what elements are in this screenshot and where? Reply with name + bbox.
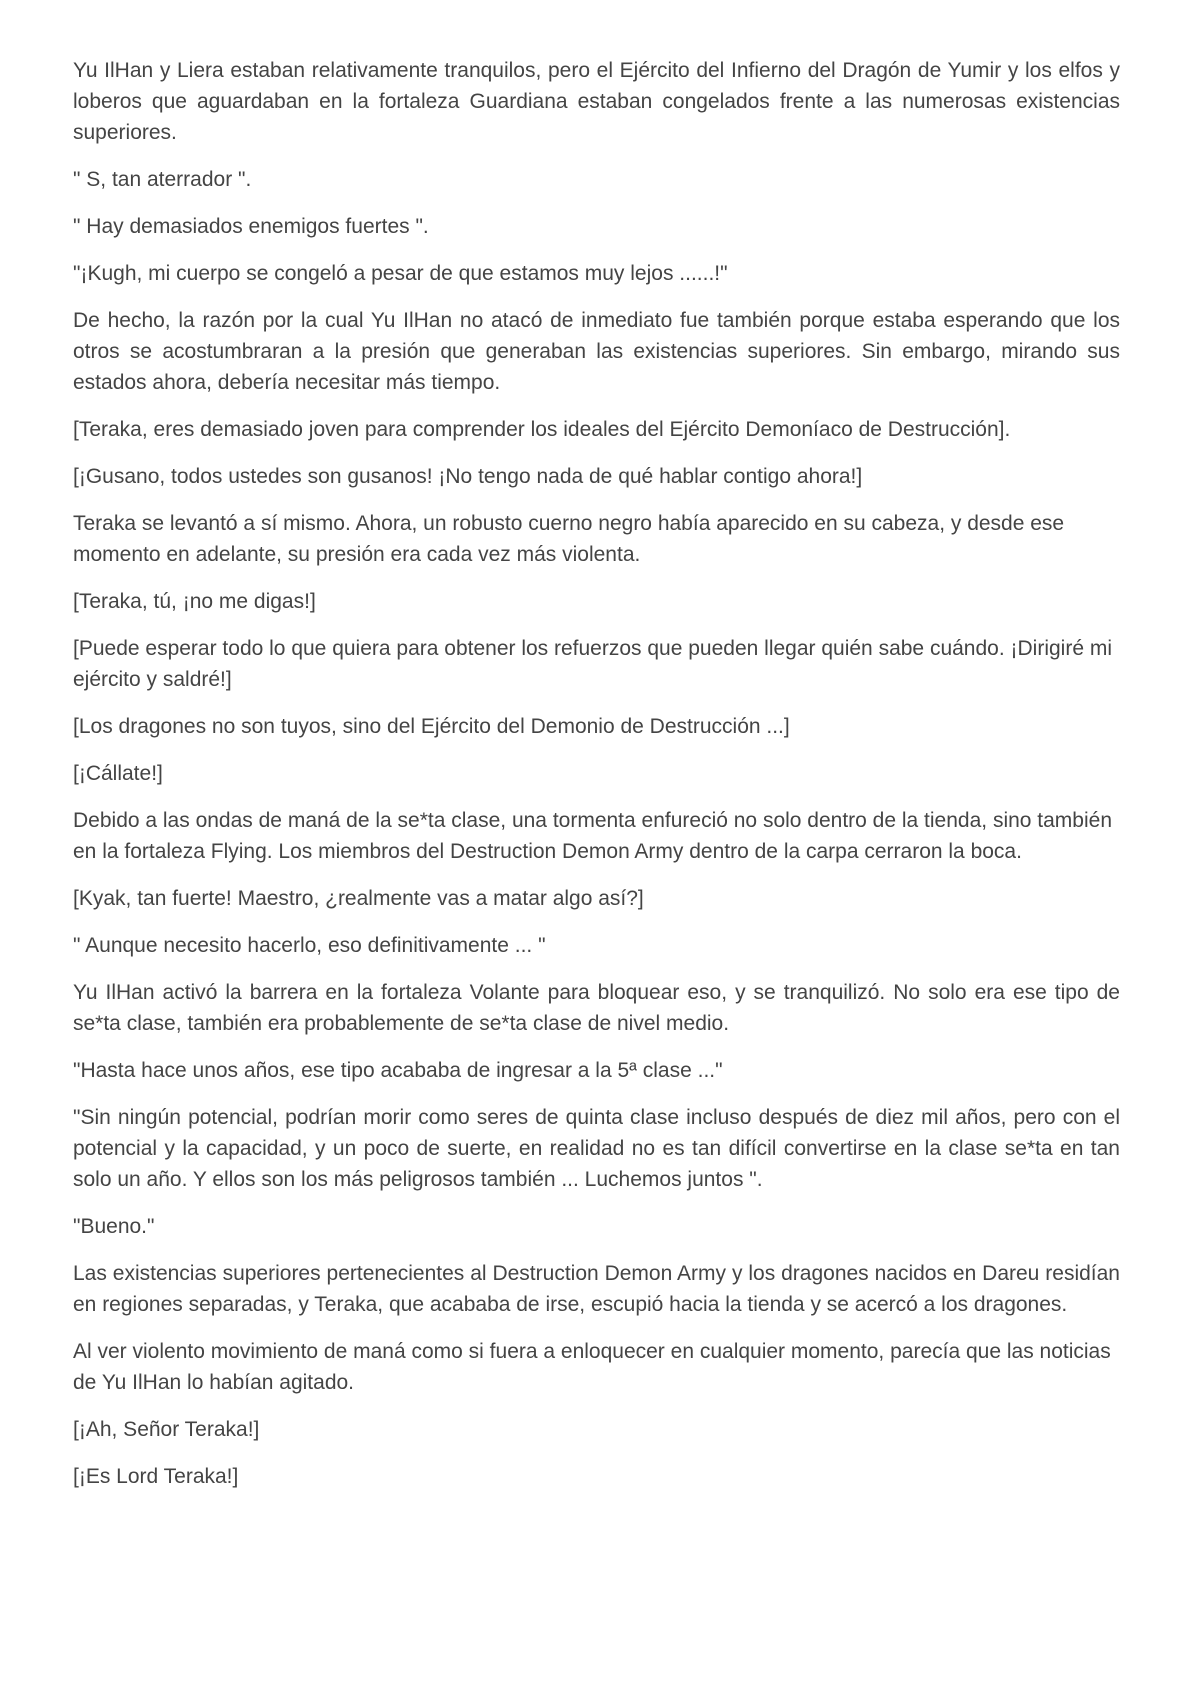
paragraph: Las existencias superiores pertenecientes al Destruction Demon Army y los dragones nacidos en Dareu residían en regiones separadas, y Teraka, que acababa de irse, escupió hacia la tienda y se acercó a los dragones. <box>73 1262 1120 1316</box>
paragraph: Teraka se levantó a sí mismo. Ahora, un robusto cuerno negro había aparecido en su cabeza, y desde ese momento en adelante, su presión era cada vez más violenta. <box>73 512 1065 566</box>
paragraph: [Puede esperar todo lo que quiera para obtener los refuerzos que pueden llegar quién sabe cuándo. ¡Dirigiré mi ejército y saldré!] <box>73 637 1112 691</box>
paragraph: Debido a las ondas de maná de la se*ta clase, una tormenta enfureció no solo dentro de la tienda, sino también en la fortaleza Flying. Los miembros del Destruction Demon Army dentro de la carpa cerraron la boca. <box>73 809 1113 863</box>
paragraph: [¡Es Lord Teraka!] <box>73 1465 239 1488</box>
paragraph: [¡Gusano, todos ustedes son gusanos! ¡No tengo nada de qué hablar contigo ahora!] <box>73 465 863 488</box>
document-body <box>73 55 1120 1508</box>
paragraph: [Los dragones no son tuyos, sino del Ejército del Demonio de Destrucción ...] <box>73 715 790 738</box>
paragraph: [Teraka, tú, ¡no me digas!] <box>73 590 316 613</box>
paragraph: Yu IlHan y Liera estaban relativamente tranquilos, pero el Ejército del Infierno del Dragón de Yumir y los elfos y loberos que aguardaban en la fortaleza Guardiana estaban congelados frente a las numerosas existencias superiores. <box>73 59 1120 144</box>
paragraph: Al ver violento movimiento de maná como si fuera a enloquecer en cualquier momento, parecía que las noticias de Yu IlHan lo habían agitado. <box>73 1340 1111 1394</box>
paragraph: [Kyak, tan fuerte! Maestro, ¿realmente vas a matar algo así?] <box>73 887 644 910</box>
paragraph: [¡Ah, Señor Teraka!] <box>73 1418 260 1441</box>
paragraph: " Aunque necesito hacerlo, eso definitivamente ... " <box>73 934 546 957</box>
paragraph: Yu IlHan activó la barrera en la fortaleza Volante para bloquear eso, y se tranquilizó. No solo era ese tipo de se*ta clase, también era probablemente de se*ta clase de nivel medio. <box>73 981 1120 1035</box>
paragraph: " S, tan aterrador ". <box>73 168 252 191</box>
paragraph: "Hasta hace unos años, ese tipo acababa de ingresar a la 5ª clase ..." <box>73 1059 723 1082</box>
paragraph: [Teraka, eres demasiado joven para comprender los ideales del Ejército Demoníaco de Destrucción]. <box>73 418 1011 441</box>
paragraph: De hecho, la razón por la cual Yu IlHan no atacó de inmediato fue también porque estaba esperando que los otros se acostumbraran a la presión que generaban las existencias superiores. Sin embargo, mirando sus estados ahora, debería necesitar más tiempo. <box>73 309 1120 394</box>
paragraph: "¡Kugh, mi cuerpo se congeló a pesar de que estamos muy lejos ......!" <box>73 262 728 285</box>
paragraph: "Bueno." <box>73 1215 155 1238</box>
paragraph: [¡Cállate!] <box>73 762 163 785</box>
paragraph: "Sin ningún potencial, podrían morir como seres de quinta clase incluso después de diez mil años, pero con el potencial y la capacidad, y un poco de suerte, en realidad no es tan difícil convertirse en la clase se*ta en tan solo un año. Y ellos son los más peligrosos también ... Luchemos juntos ". <box>73 1106 1120 1191</box>
paragraph: " Hay demasiados enemigos fuertes ". <box>73 215 429 238</box>
